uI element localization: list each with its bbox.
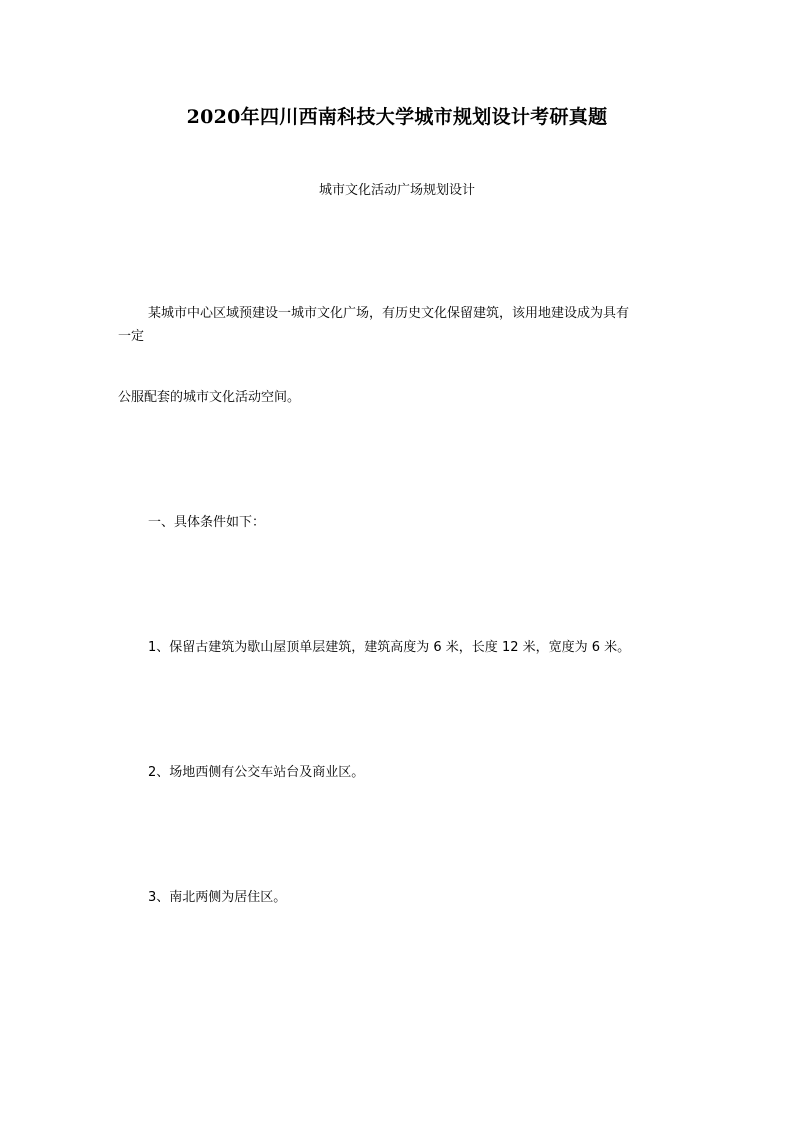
intro-line-2: 一定 bbox=[118, 329, 145, 344]
document-subtitle: 城市文化活动广场规划设计 bbox=[318, 183, 475, 198]
intro-line-3: 公服配套的城市文化活动空间。 bbox=[118, 390, 301, 405]
condition-item-3: 3、南北两侧为居住区。 bbox=[148, 890, 287, 905]
condition-item-1: 1、保留古建筑为歇山屋顶单层建筑，建筑高度为 6 米，长度 12 米，宽度为 6 米。 bbox=[148, 640, 631, 655]
intro-line-1: 某城市中心区域预建设一城市文化广场，有历史文化保留建筑，该用地建设成为具有 bbox=[148, 306, 630, 321]
document-title: 2020年四川西南科技大学城市规划设计考研真题 bbox=[186, 106, 608, 128]
section-heading: 一、具体条件如下： bbox=[148, 515, 266, 530]
condition-item-2: 2、场地西侧有公交车站台及商业区。 bbox=[148, 765, 365, 780]
